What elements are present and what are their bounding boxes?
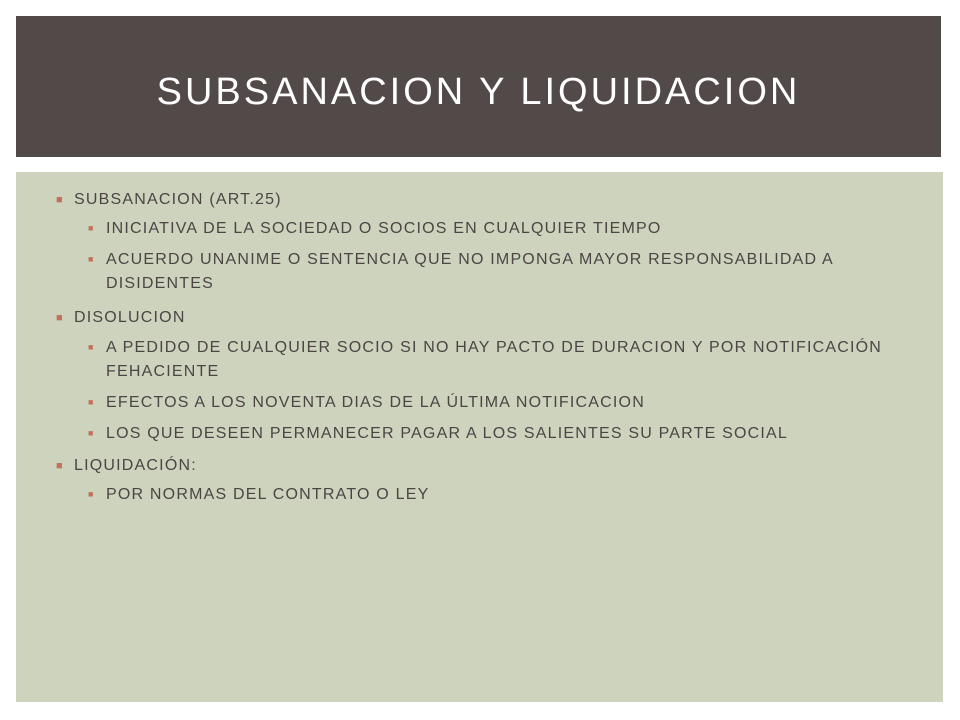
bullet-text: SUBSANACION (ART.25) (74, 191, 282, 208)
square-bullet-icon: ■ (88, 254, 95, 264)
sub-bullet-item-iniciativa (88, 217, 908, 241)
sub-bullet-text: A PEDIDO DE CUALQUIER SOCIO SI NO HAY PACTO DE DURACION Y POR NOTIFICACIÓN FEHACIENTE (106, 339, 883, 380)
sub-bullet-text: LOS QUE DESEEN PERMANECER PAGAR A LOS SALIENTES SU PARTE SOCIAL (106, 425, 789, 442)
square-bullet-icon: ■ (88, 342, 95, 352)
slide-title: SUBSANACION Y LIQUIDACION (156, 71, 801, 113)
square-bullet-icon: ■ (56, 194, 64, 206)
sub-bullet-text: EFECTOS A LOS NOVENTA DIAS DE LA ÚLTIMA NOTIFICACION (106, 394, 645, 411)
bullet-item-disolucion (56, 308, 186, 328)
square-bullet-icon: ■ (88, 223, 95, 233)
sub-bullet-item-permanecer (88, 422, 908, 446)
content-panel (16, 172, 943, 702)
sub-bullet-text: ACUERDO UNANIME O SENTENCIA QUE NO IMPONGA MAYOR RESPONSABILIDAD A DISIDENTES (106, 251, 834, 292)
sub-bullet-item-pedido (88, 336, 908, 384)
square-bullet-icon: ■ (88, 489, 95, 499)
bullet-text: LIQUIDACIÓN: (74, 457, 197, 474)
sub-bullet-item-normas (88, 483, 908, 507)
title-band (16, 16, 941, 157)
square-bullet-icon: ■ (88, 428, 95, 438)
bullet-text: DISOLUCION (74, 309, 186, 326)
square-bullet-icon: ■ (56, 312, 64, 324)
square-bullet-icon: ■ (88, 397, 95, 407)
bullet-item-subsanacion (56, 190, 282, 210)
sub-bullet-text: INICIATIVA DE LA SOCIEDAD O SOCIOS EN CUALQUIER TIEMPO (106, 220, 662, 237)
bullet-item-liquidacion (56, 456, 197, 476)
sub-bullet-text: POR NORMAS DEL CONTRATO O LEY (106, 486, 430, 503)
sub-bullet-item-efectos (88, 391, 908, 415)
square-bullet-icon: ■ (56, 460, 64, 472)
sub-bullet-item-acuerdo (88, 248, 908, 296)
